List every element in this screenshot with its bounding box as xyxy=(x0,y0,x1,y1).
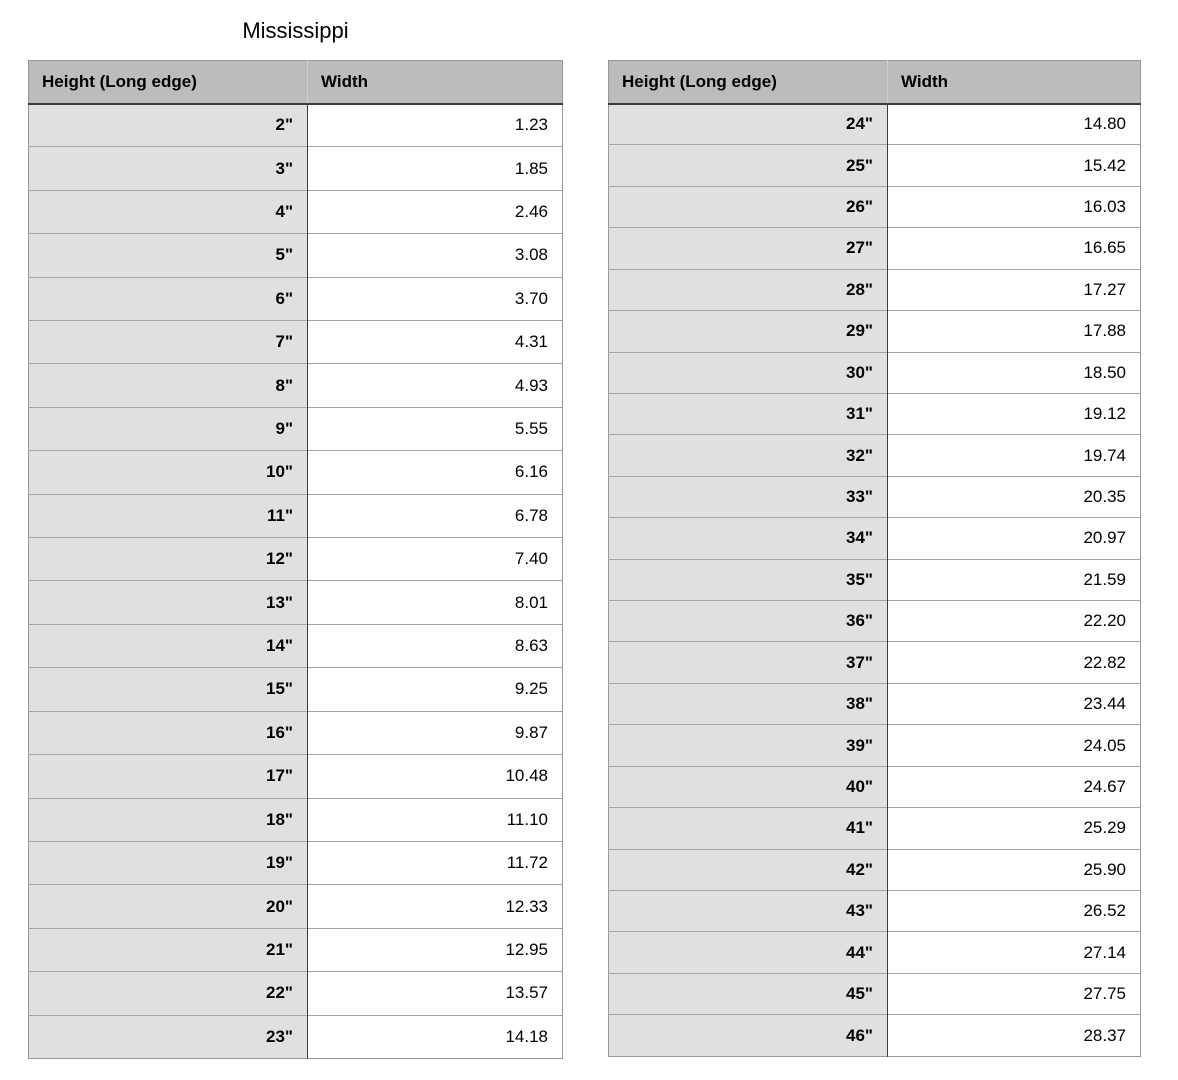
height-cell: 39" xyxy=(609,725,888,766)
width-cell: 17.27 xyxy=(888,269,1141,310)
width-cell: 12.95 xyxy=(308,928,563,971)
table-body xyxy=(609,104,1141,1057)
table-row xyxy=(609,518,1141,559)
table-row xyxy=(609,104,1141,145)
width-cell: 8.01 xyxy=(308,581,563,624)
width-cell: 28.37 xyxy=(888,1015,1141,1057)
table-row xyxy=(29,321,563,364)
column-header-width: Width xyxy=(888,61,1141,104)
table-row xyxy=(609,393,1141,434)
height-cell: 16" xyxy=(29,711,308,754)
height-cell: 4" xyxy=(29,190,308,233)
width-cell: 18.50 xyxy=(888,352,1141,393)
table-row xyxy=(29,581,563,624)
width-cell: 24.67 xyxy=(888,766,1141,807)
table-row xyxy=(29,147,563,190)
conversion-table-left xyxy=(28,60,563,1059)
width-cell: 1.85 xyxy=(308,147,563,190)
width-cell: 4.93 xyxy=(308,364,563,407)
width-cell: 27.14 xyxy=(888,932,1141,973)
table-row xyxy=(609,725,1141,766)
width-cell: 22.82 xyxy=(888,642,1141,683)
height-cell: 34" xyxy=(609,518,888,559)
table-row xyxy=(29,798,563,841)
height-cell: 33" xyxy=(609,476,888,517)
width-cell: 6.78 xyxy=(308,494,563,537)
table-row xyxy=(609,849,1141,890)
height-cell: 10" xyxy=(29,451,308,494)
table-row xyxy=(29,104,563,147)
table-row xyxy=(609,311,1141,352)
width-cell: 5.55 xyxy=(308,407,563,450)
height-cell: 25" xyxy=(609,145,888,186)
width-cell: 14.80 xyxy=(888,104,1141,145)
table-row xyxy=(609,683,1141,724)
height-cell: 12" xyxy=(29,538,308,581)
width-cell: 14.18 xyxy=(308,1015,563,1058)
width-cell: 25.90 xyxy=(888,849,1141,890)
height-cell: 36" xyxy=(609,601,888,642)
height-cell: 31" xyxy=(609,393,888,434)
height-cell: 7" xyxy=(29,321,308,364)
height-cell: 37" xyxy=(609,642,888,683)
width-cell: 9.87 xyxy=(308,711,563,754)
table-row xyxy=(609,476,1141,517)
table-row xyxy=(29,407,563,450)
table-row xyxy=(29,277,563,320)
width-cell: 12.33 xyxy=(308,885,563,928)
width-cell: 17.88 xyxy=(888,311,1141,352)
height-cell: 14" xyxy=(29,624,308,667)
height-cell: 15" xyxy=(29,668,308,711)
table-row xyxy=(609,145,1141,186)
height-cell: 41" xyxy=(609,808,888,849)
table-row xyxy=(29,841,563,884)
table-row xyxy=(29,755,563,798)
table-row xyxy=(29,451,563,494)
height-cell: 38" xyxy=(609,683,888,724)
header-row xyxy=(29,61,563,104)
height-cell: 40" xyxy=(609,766,888,807)
table-row xyxy=(609,642,1141,683)
height-cell: 42" xyxy=(609,849,888,890)
height-cell: 18" xyxy=(29,798,308,841)
width-cell: 27.75 xyxy=(888,973,1141,1014)
conversion-table-right xyxy=(608,60,1141,1057)
table-row xyxy=(29,538,563,581)
height-cell: 21" xyxy=(29,928,308,971)
height-cell: 2" xyxy=(29,104,308,147)
table-row xyxy=(609,891,1141,932)
column-header-height: Height (Long edge) xyxy=(29,61,308,104)
table-row xyxy=(29,234,563,277)
width-cell: 10.48 xyxy=(308,755,563,798)
table-row xyxy=(29,928,563,971)
width-cell: 15.42 xyxy=(888,145,1141,186)
height-cell: 44" xyxy=(609,932,888,973)
height-cell: 27" xyxy=(609,228,888,269)
width-cell: 21.59 xyxy=(888,559,1141,600)
height-cell: 20" xyxy=(29,885,308,928)
column-header-height: Height (Long edge) xyxy=(609,61,888,104)
width-cell: 19.74 xyxy=(888,435,1141,476)
table-row xyxy=(609,269,1141,310)
header-row xyxy=(609,61,1141,104)
column-header-width: Width xyxy=(308,61,563,104)
height-cell: 6" xyxy=(29,277,308,320)
height-cell: 45" xyxy=(609,973,888,1014)
width-cell: 8.63 xyxy=(308,624,563,667)
table-row xyxy=(609,601,1141,642)
table-row xyxy=(29,364,563,407)
height-cell: 13" xyxy=(29,581,308,624)
table-row xyxy=(29,1015,563,1058)
width-cell: 9.25 xyxy=(308,668,563,711)
width-cell: 20.97 xyxy=(888,518,1141,559)
table-row xyxy=(29,190,563,233)
height-cell: 17" xyxy=(29,755,308,798)
width-cell: 13.57 xyxy=(308,972,563,1015)
height-cell: 8" xyxy=(29,364,308,407)
table-row xyxy=(29,668,563,711)
height-cell: 46" xyxy=(609,1015,888,1057)
width-cell: 2.46 xyxy=(308,190,563,233)
width-cell: 7.40 xyxy=(308,538,563,581)
height-cell: 28" xyxy=(609,269,888,310)
sheet-title: Mississippi xyxy=(242,18,349,43)
table-row xyxy=(29,624,563,667)
height-cell: 32" xyxy=(609,435,888,476)
width-cell: 26.52 xyxy=(888,891,1141,932)
height-cell: 43" xyxy=(609,891,888,932)
table-header xyxy=(609,61,1141,104)
width-cell: 25.29 xyxy=(888,808,1141,849)
table-row xyxy=(29,885,563,928)
width-cell: 22.20 xyxy=(888,601,1141,642)
width-cell: 3.08 xyxy=(308,234,563,277)
table-row xyxy=(609,559,1141,600)
height-cell: 26" xyxy=(609,186,888,227)
table-row xyxy=(609,973,1141,1014)
table-row xyxy=(609,186,1141,227)
table-header xyxy=(29,61,563,104)
table-body xyxy=(29,104,563,1059)
table-row xyxy=(609,808,1141,849)
width-cell: 19.12 xyxy=(888,393,1141,434)
height-cell: 11" xyxy=(29,494,308,537)
table-row xyxy=(609,352,1141,393)
height-cell: 24" xyxy=(609,104,888,145)
table-row xyxy=(609,932,1141,973)
width-cell: 6.16 xyxy=(308,451,563,494)
height-cell: 9" xyxy=(29,407,308,450)
width-cell: 24.05 xyxy=(888,725,1141,766)
width-cell: 11.10 xyxy=(308,798,563,841)
height-cell: 23" xyxy=(29,1015,308,1058)
width-cell: 16.03 xyxy=(888,186,1141,227)
height-cell: 29" xyxy=(609,311,888,352)
height-cell: 35" xyxy=(609,559,888,600)
table-row xyxy=(609,1015,1141,1057)
table-row xyxy=(609,228,1141,269)
height-cell: 3" xyxy=(29,147,308,190)
table-row xyxy=(29,711,563,754)
width-cell: 20.35 xyxy=(888,476,1141,517)
width-cell: 3.70 xyxy=(308,277,563,320)
height-cell: 19" xyxy=(29,841,308,884)
width-cell: 16.65 xyxy=(888,228,1141,269)
height-cell: 5" xyxy=(29,234,308,277)
table-row xyxy=(609,766,1141,807)
width-cell: 23.44 xyxy=(888,683,1141,724)
width-cell: 1.23 xyxy=(308,104,563,147)
height-cell: 22" xyxy=(29,972,308,1015)
width-cell: 4.31 xyxy=(308,321,563,364)
height-cell: 30" xyxy=(609,352,888,393)
table-row xyxy=(29,972,563,1015)
table-row xyxy=(29,494,563,537)
table-row xyxy=(609,435,1141,476)
width-cell: 11.72 xyxy=(308,841,563,884)
